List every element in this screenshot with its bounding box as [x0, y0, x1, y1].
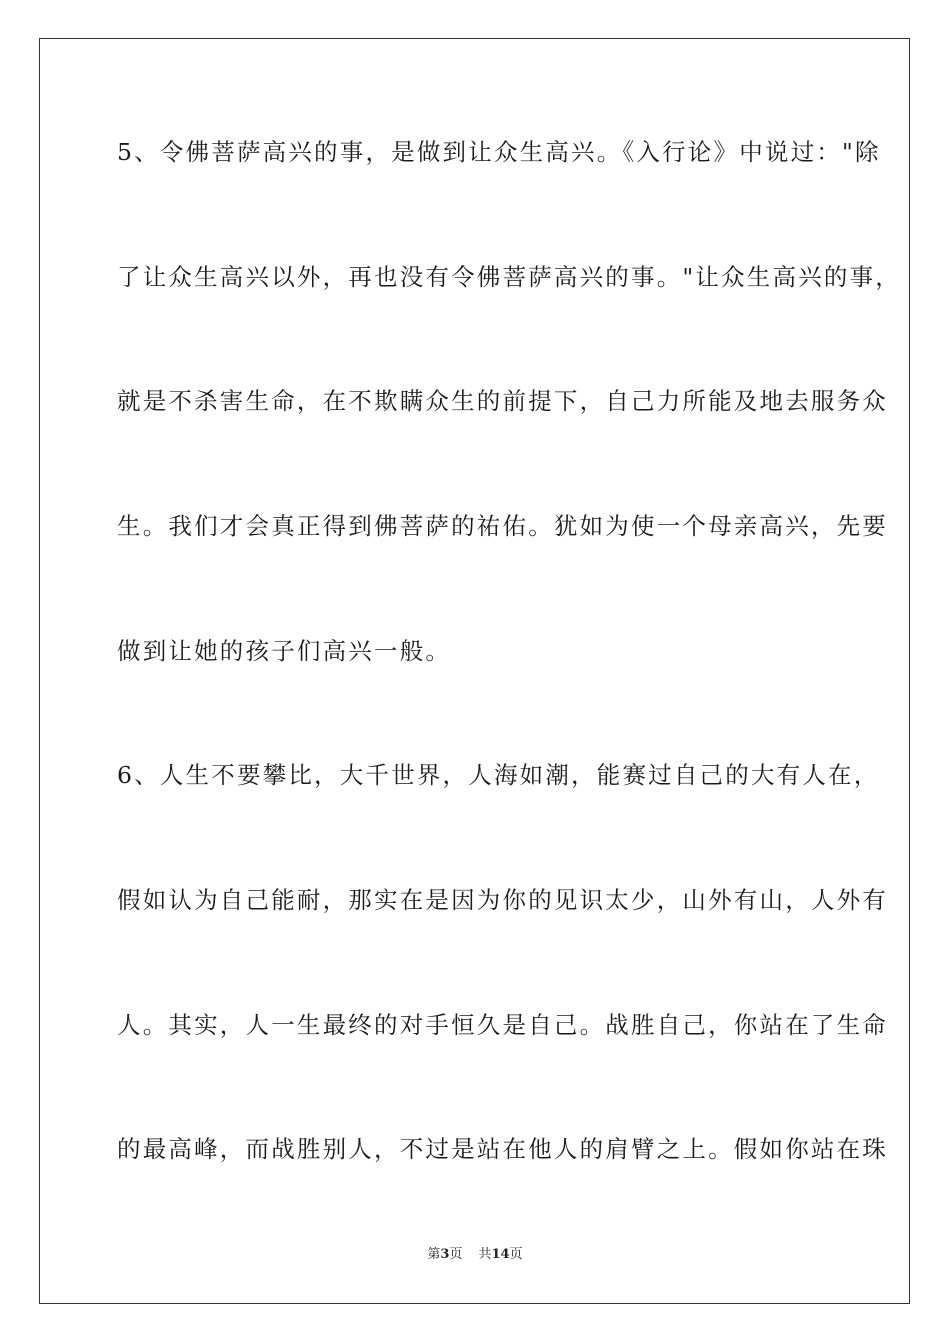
paragraph-line: 6、人生不要攀比，大千世界，人海如潮，能赛过自己的大有人在， [117, 761, 880, 789]
paragraph-line: 的最高峰，而战胜别人，不过是站在他人的肩臂之上。假如你站在珠 [117, 1135, 888, 1163]
page-suffix: 页 [449, 1247, 463, 1262]
page-prefix: 第 [427, 1247, 441, 1262]
paragraph-line: 5、令佛菩萨高兴的事，是做到让众生高兴。《入行论》中说过："除 [117, 138, 881, 166]
page-number: 3 [440, 1247, 450, 1262]
paragraph-line: 做到让她的孩子们高兴一般。 [117, 637, 452, 665]
total-suffix: 页 [509, 1247, 523, 1262]
total-pages: 14 [491, 1247, 510, 1262]
paragraph-line: 生。我们才会真正得到佛菩萨的祐佑。犹如为使一个母亲高兴，先要 [117, 512, 888, 540]
total-prefix: 共 [478, 1247, 492, 1262]
paragraph-line: 了让众生高兴以外，再也没有令佛菩萨高兴的事。"让众生高兴的事， [117, 263, 902, 291]
paragraph-line: 人。其实，人一生最终的对手恒久是自己。战胜自己，你站在了生命 [117, 1011, 888, 1039]
page-footer [0, 1246, 950, 1264]
paragraph-line: 就是不杀害生命，在不欺瞒众生的前提下，自己力所能及地去服务众 [117, 387, 888, 415]
paragraph-line: 假如认为自己能耐，那实在是因为你的见识太少，山外有山，人外有 [117, 886, 888, 914]
page-border [39, 38, 910, 1304]
